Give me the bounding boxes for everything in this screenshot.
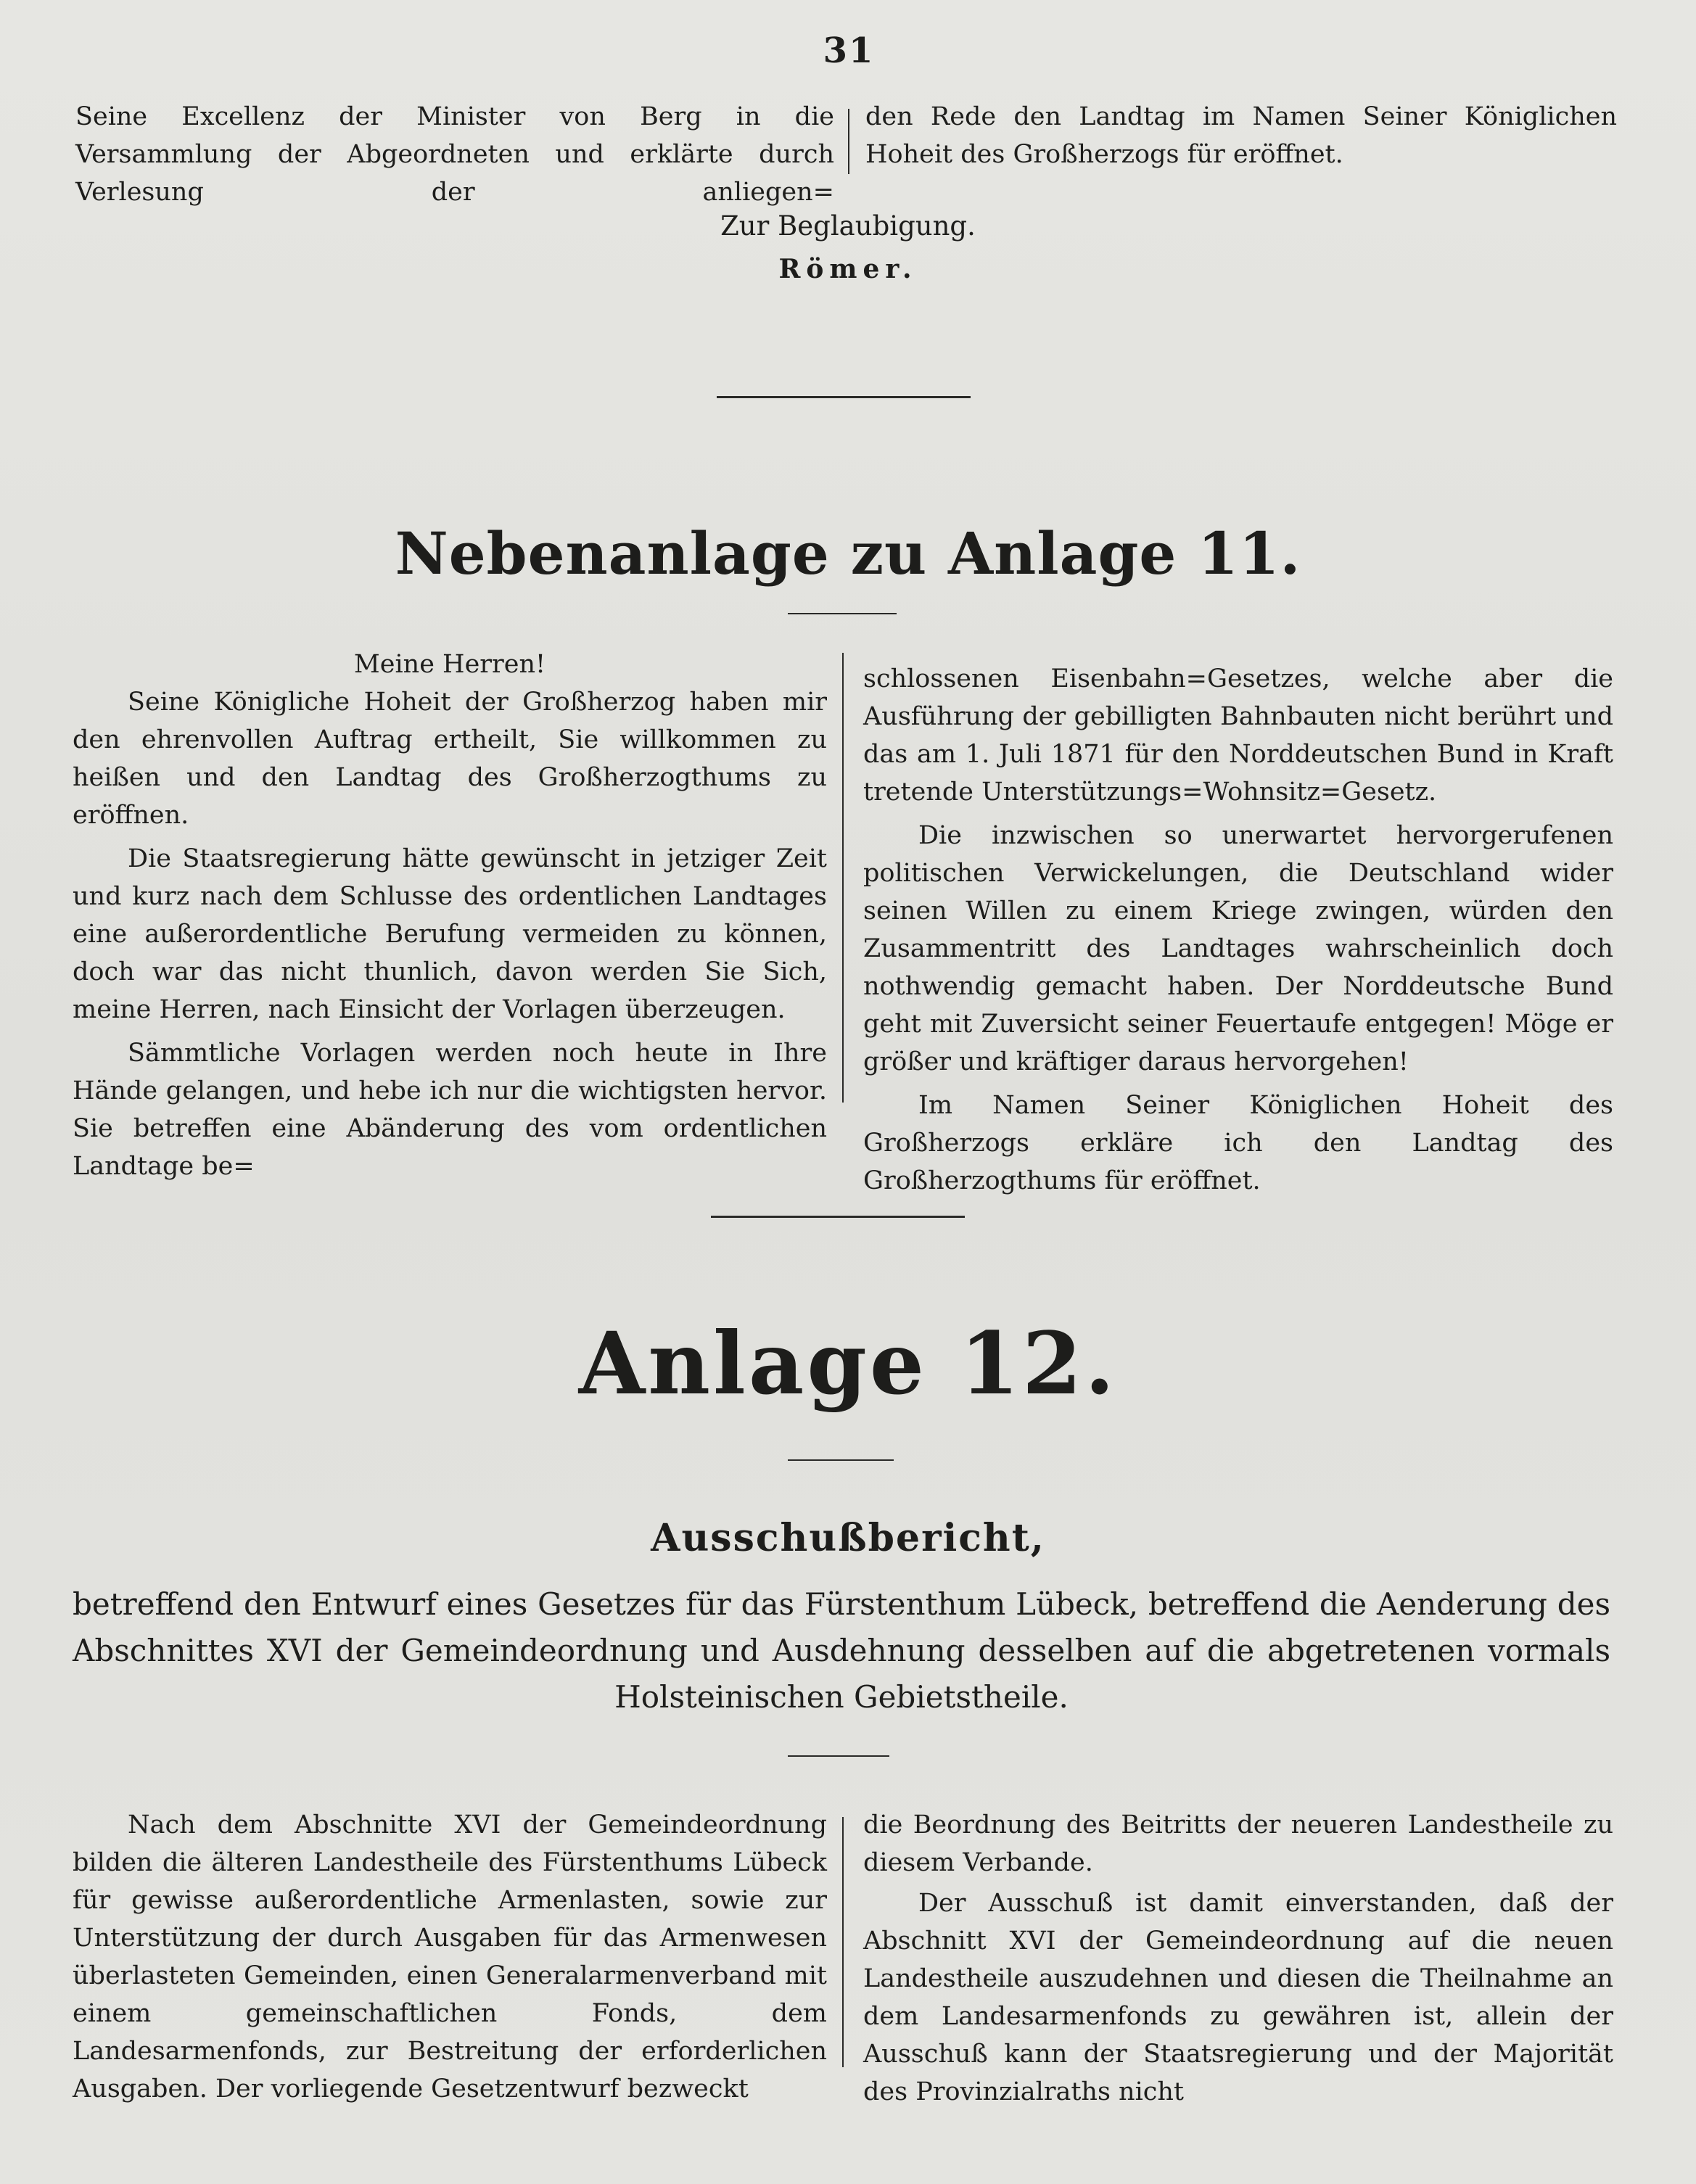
heading-underline bbox=[788, 1459, 894, 1461]
report-left-column bbox=[73, 1806, 827, 2108]
column-divider bbox=[842, 653, 844, 1103]
paragraph: Sämmtliche Vorlagen werden noch heute in Ihre Hände gelangen, und hebe ich nur die wichtigsten hervor. Sie betreffen eine Abänderung des vom ordentlichen Landtage be= bbox=[73, 1039, 827, 1181]
section-divider bbox=[717, 396, 971, 398]
attestation-signature: Römer. bbox=[778, 254, 918, 284]
opening-right-text: den Rede den Landtag im Namen Seiner Königlichen Hoheit des Großherzogs für eröffnet. bbox=[865, 102, 1617, 169]
nebenanlage-heading: Nebenanlage zu Anlage 11. bbox=[395, 519, 1301, 588]
opening-left-text: Seine Excellenz der Minister von Berg in die Versammlung der Abgeordneten und erklärte durch Verlesung der anliegen= bbox=[75, 102, 834, 207]
heading-underline bbox=[788, 613, 897, 614]
paragraph: Im Namen Seiner Königlichen Hoheit des Großherzogs erkläre ich den Landtag des Großherzogthums für eröffnet. bbox=[863, 1091, 1613, 1195]
column-divider bbox=[842, 1817, 844, 2067]
column-divider bbox=[848, 109, 849, 174]
report-subtitle: betreffend den Entwurf eines Gesetzes für das Fürstenthum Lübeck, betreffend die Aenderung des Abschnittes XVI der Gemeindeordnung und Ausdehnung desselben auf die abgetretenen vormals Holsteinischen Gebietstheile. bbox=[73, 1586, 1610, 1715]
report-right-column bbox=[863, 1806, 1613, 2111]
anlage-heading: Anlage 12. bbox=[578, 1313, 1118, 1414]
paragraph: Die Staatsregierung hätte gewünscht in jetziger Zeit und kurz nach dem Schlusse des ordentlichen Landtages eine außerordentliche Berufung vermeiden zu können, doch war das nicht thunlich, davon werden Sie Sich, meine Herren, nach Einsicht der Vorlagen überzeugen. bbox=[73, 844, 827, 1024]
attestation-label: Zur Beglaubigung. bbox=[720, 210, 976, 242]
paragraph: Nach dem Abschnitte XVI der Gemeindeordnung bilden die älteren Landestheile des Fürstenthums Lübeck für gewisse außerordentliche Armenlasten, sowie zur Unterstützung der durch Ausgaben für das Armenwesen überlasteten Gemeinden, einen Generalarmenverband mit einem gemeinschaftlichen Fonds, dem Landesarmenfonds, zur Bestreitung der erforderlichen Ausgaben. Der vorliegende Gesetzentwurf bezweckt bbox=[73, 1810, 827, 2103]
nebenanlage-left-column bbox=[73, 646, 827, 1185]
section-divider bbox=[711, 1216, 965, 1218]
paragraph: Seine Königliche Hoheit der Großherzog haben mir den ehrenvollen Auftrag ertheilt, Sie willkommen zu heißen und den Landtag des Großherzogthums zu eröffnen. bbox=[73, 688, 827, 830]
page-number: 31 bbox=[823, 30, 875, 71]
nebenanlage-right-column bbox=[863, 660, 1613, 1200]
paragraph: Die inzwischen so unerwartet hervorgerufenen politischen Verwickelungen, die Deutschland wider seinen Willen zu einem Kriege zwingen, würden den Zusammentritt des Landtages wahrscheinlich doch nothwendig gemacht haben. Der Norddeutsche Bund geht mit Zuversicht seiner Feuertaufe entgegen! Möge er größer und kräftiger daraus hervorgehen! bbox=[863, 821, 1613, 1076]
paragraph: schlossenen Eisenbahn=Gesetzes, welche aber die Ausführung der gebilligten Bahnbauten nicht berührt und das am 1. Juli 1871 für den Norddeutschen Bund in Kraft tretende Unterstützungs=Wohnsitz=Gesetz. bbox=[863, 664, 1613, 807]
heading-underline bbox=[788, 1755, 889, 1757]
opening-left-column bbox=[75, 98, 834, 211]
paragraph: die Beordnung des Beitritts der neueren Landestheile zu diesem Verbande. bbox=[863, 1810, 1613, 1877]
opening-right-column bbox=[865, 98, 1617, 173]
paragraph: Der Ausschuß ist damit einverstanden, daß der Abschnitt XVI der Gemeindeordnung auf die neuen Landestheile auszudehnen und diesen die Theilnahme an dem Landesarmenfonds zu gewähren ist, allein der Ausschuß kann der Staatsregierung und der Majorität des Provinzialraths nicht bbox=[863, 1889, 1613, 2106]
report-title: Ausschußbericht, bbox=[651, 1516, 1045, 1560]
salutation: Meine Herren! bbox=[353, 650, 546, 679]
